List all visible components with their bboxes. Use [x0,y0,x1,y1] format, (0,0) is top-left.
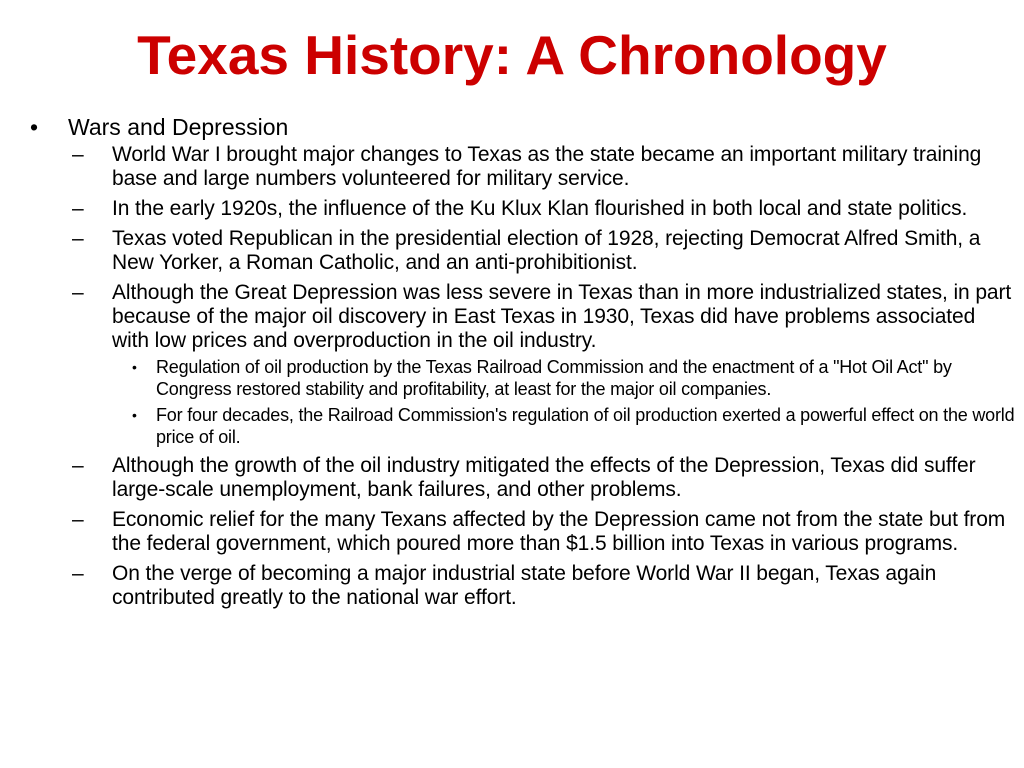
sub-sub-bullet-hot-oil-act [112,357,1016,400]
sub-bullet-1928-election [68,227,1016,275]
sub-bullet-text: Although the growth of the oil industry mitigated the effects of the Depression, Texas did suffer large-scale unemployment, bank failures, and other problems. [112,454,976,501]
bullet-wars-and-depression [26,113,1016,610]
dash-marker: – [72,281,84,304]
sub-bullet-text: Texas voted Republican in the presidential election of 1928, rejecting Democrat Alfred Smith, a New Yorker, a Roman Catholic, and an anti-prohibitionist. [112,227,981,274]
bullet-marker: • [132,359,137,375]
sub-bullet-text: Although the Great Depression was less severe in Texas than in more industrialized states, in part because of the major oil discovery in East Texas in 1930, Texas did have problems associated with low prices and overproduction in the oil industry. [112,281,1012,352]
sub-bullet-great-depression [68,281,1016,448]
slide-title: Texas History: A Chronology [137,24,887,86]
sub-bullet-wwi [68,143,1016,191]
sub-bullet-kkk [68,197,1016,221]
bullet-marker: • [30,114,39,140]
sub-bullet-federal-relief [68,508,1016,556]
sub-bullet-text: On the verge of becoming a major industrial state before World War II began, Texas again contributed greatly to the national war effort. [112,562,937,609]
content-list [26,113,1016,616]
bullet-marker: • [132,407,137,423]
dash-marker: – [72,508,84,531]
sub-sub-bullet-text: Regulation of oil production by the Texas Railroad Commission and the enactment of a "Hot Oil Act" by Congress restored stability and profitability, at least for the major oil companies. [156,357,952,399]
sub-bullet-text: In the early 1920s, the influence of the Ku Klux Klan flourished in both local and state politics. [112,197,968,220]
sub-bullet-text: Economic relief for the many Texans affected by the Depression came not from the state but from the federal government, which poured more than $1.5 billion into Texas in various programs. [112,508,1006,555]
sub-sub-bullet-railroad-commission [112,405,1016,448]
dash-marker: – [72,454,84,477]
sub-bullet-wwii [68,562,1016,610]
dash-marker: – [72,562,84,585]
sub-sub-bullet-text: For four decades, the Railroad Commission's regulation of oil production exerted a powerful effect on the world price of oil. [156,405,1015,447]
dash-marker: – [72,197,84,220]
sub-bullet-unemployment [68,454,1016,502]
sub-sub-bullet-list [112,357,1016,448]
dash-marker: – [72,143,84,166]
sub-bullet-text: World War I brought major changes to Texas as the state became an important military training base and large numbers volunteered for military service. [112,143,982,190]
dash-marker: – [72,227,84,250]
sub-bullet-list [68,143,1016,610]
bullet-text: Wars and Depression [68,114,289,140]
